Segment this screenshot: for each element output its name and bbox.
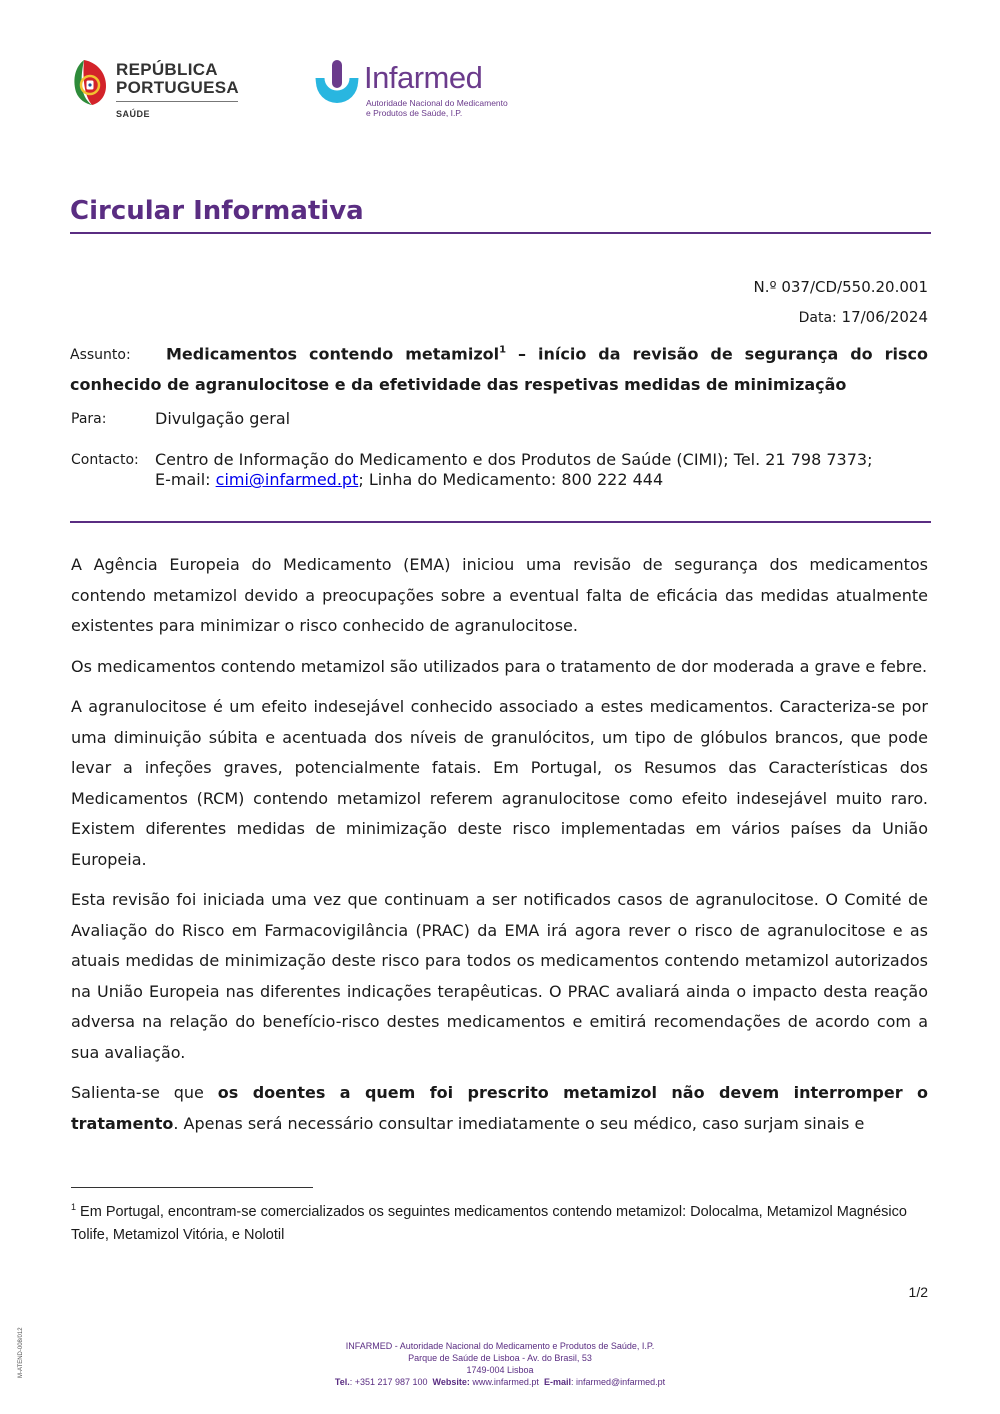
date-value: 17/06/2024 — [841, 308, 928, 326]
infarmed-subtitle-1: Autoridade Nacional do Medicamento — [366, 98, 508, 108]
to-label: Para: — [71, 411, 107, 427]
footer-tel-value: : +351 217 987 100 — [349, 1377, 428, 1387]
paragraph-2: Os medicamentos contendo metamizol são utilizados para o tratamento de dor moderada a grave e febre. — [71, 656, 928, 676]
republica-sub: SAÚDE — [116, 109, 151, 119]
footer-email-value[interactable]: : infarmed@infarmed.pt — [570, 1377, 666, 1387]
contact-line-1: Centro de Informação do Medicamento e dos Produtos de Saúde (CIMI); Tel. 21 798 7373; — [155, 450, 873, 469]
contact-email-link[interactable]: cimi@infarmed.pt — [215, 470, 359, 489]
paragraph-5 — [71, 1078, 928, 1139]
footer-email-label: E-mail — [543, 1377, 571, 1387]
republica-portuguesa-logo — [70, 58, 245, 122]
page-footer — [0, 1340, 1000, 1388]
footnote-text: Em Portugal, encontram-se comercializados os seguintes medicamentos contendo metamizol: Dolocalma, Metamizol Magnésico Tolife, Metamizol Vitória, e Nolotil — [71, 1203, 907, 1243]
footer-tel-label: Tel. — [334, 1377, 350, 1387]
circular-date — [799, 308, 928, 326]
subject-block — [70, 336, 928, 400]
footnote — [71, 1196, 928, 1247]
logo-divider — [116, 101, 238, 102]
paragraph-3: A agranulocitose é um efeito indesejável conhecido associado a estes medicamentos. Caracteriza-se por uma diminuição súbita e acentuada dos níveis de granulócitos, um tipo de glóbulos brancos, que pode levar a infeções graves, potencialmente fatais. Em Portugal, os Resumos das Características dos Medicamentos (RCM) contendo metamizol referem agranulocitose como efeito indesejável muito raro. Existem diferentes medidas de minimização deste risco implementadas em vários países da União Europeia. — [71, 697, 928, 869]
contact-line-2 — [155, 470, 930, 490]
circular-number: N.º 037/CD/550.20.001 — [753, 278, 928, 296]
footer-line-2: Parque de Saúde de Lisboa - Av. do Brasil, 53 — [408, 1353, 592, 1363]
paragraph-5-start: Salienta-se que — [71, 1083, 218, 1102]
subject-footnote-mark: 1 — [499, 345, 507, 356]
subject-text-1: Medicamentos contendo metamizol — [166, 344, 500, 364]
republica-line2: PORTUGUESA — [116, 78, 239, 97]
page-title: Circular Informativa — [70, 196, 364, 226]
footer-line-3: 1749-004 Lisboa — [466, 1365, 534, 1375]
paragraph-5-bold: os doentes a quem foi prescrito metamizol não devem interromper o tratamento — [71, 1083, 928, 1133]
infarmed-logo — [314, 58, 514, 122]
date-label: Data: — [798, 310, 837, 326]
infarmed-symbol-icon — [314, 58, 360, 106]
paragraph-1: A Agência Europeia do Medicamento (EMA) iniciou uma revisão de segurança dos medicamentos contendo metamizol devido a preocupações sobre a eventual falta de eficácia das medidas atualmente existentes para minimizar o risco conhecido de agranulocitose. — [71, 555, 928, 635]
footer-line-1: INFARMED - Autoridade Nacional do Medicamento e Produtos de Saúde, I.P. — [345, 1341, 655, 1351]
contact-value — [155, 450, 930, 490]
footer-web-value[interactable]: www.infarmed.pt — [469, 1377, 539, 1387]
document-code: M-ATEND-008/012 — [18, 1327, 24, 1378]
page-number: 1/2 — [908, 1284, 928, 1300]
subject-text-2: – início da revisão de segurança do risco conhecido de agranulocitose e da efetividade das respetivas medidas de minimização — [70, 344, 928, 395]
header-bottom-divider — [70, 521, 931, 523]
infarmed-name: Infarmed — [364, 60, 483, 95]
body-text — [71, 550, 928, 1149]
contact-line-2-suffix: ; Linha do Medicamento: 800 222 444 — [358, 470, 664, 489]
footnote-mark: 1 — [71, 1202, 77, 1212]
email-prefix: E-mail: — [155, 470, 216, 489]
footer-contacts — [0, 1376, 1000, 1388]
contact-label: Contacto: — [71, 452, 139, 468]
paragraph-5-end: . Apenas será necessário consultar imediatamente o seu médico, caso surjam sinais e — [173, 1113, 865, 1133]
portugal-emblem-icon — [70, 58, 110, 106]
footnote-divider — [71, 1187, 313, 1188]
infarmed-subtitle-2: e Produtos de Saúde, I.P. — [366, 108, 463, 118]
to-value: Divulgação geral — [155, 409, 291, 428]
paragraph-4: Esta revisão foi iniciada uma vez que continuam a ser notificados casos de agranulocitose. O Comité de Avaliação do Risco em Farmacovigilância (PRAC) da EMA irá agora rever o risco de agranulocitose e as atuais medidas de minimização deste risco para todos os medicamentos contendo metamizol autorizados na União Europeia nas diferentes indicações terapêuticas. O PRAC avaliará ainda o impacto desta reação adversa na relação do benefício-risco destes medicamentos e emitirá recomendações de acordo com a sua avaliação. — [71, 890, 928, 1062]
footer-web-label: Website: — [432, 1377, 470, 1387]
subject-label: Assunto: — [70, 347, 131, 364]
republica-line1: REPÚBLICA — [116, 60, 218, 79]
title-divider — [70, 232, 931, 234]
